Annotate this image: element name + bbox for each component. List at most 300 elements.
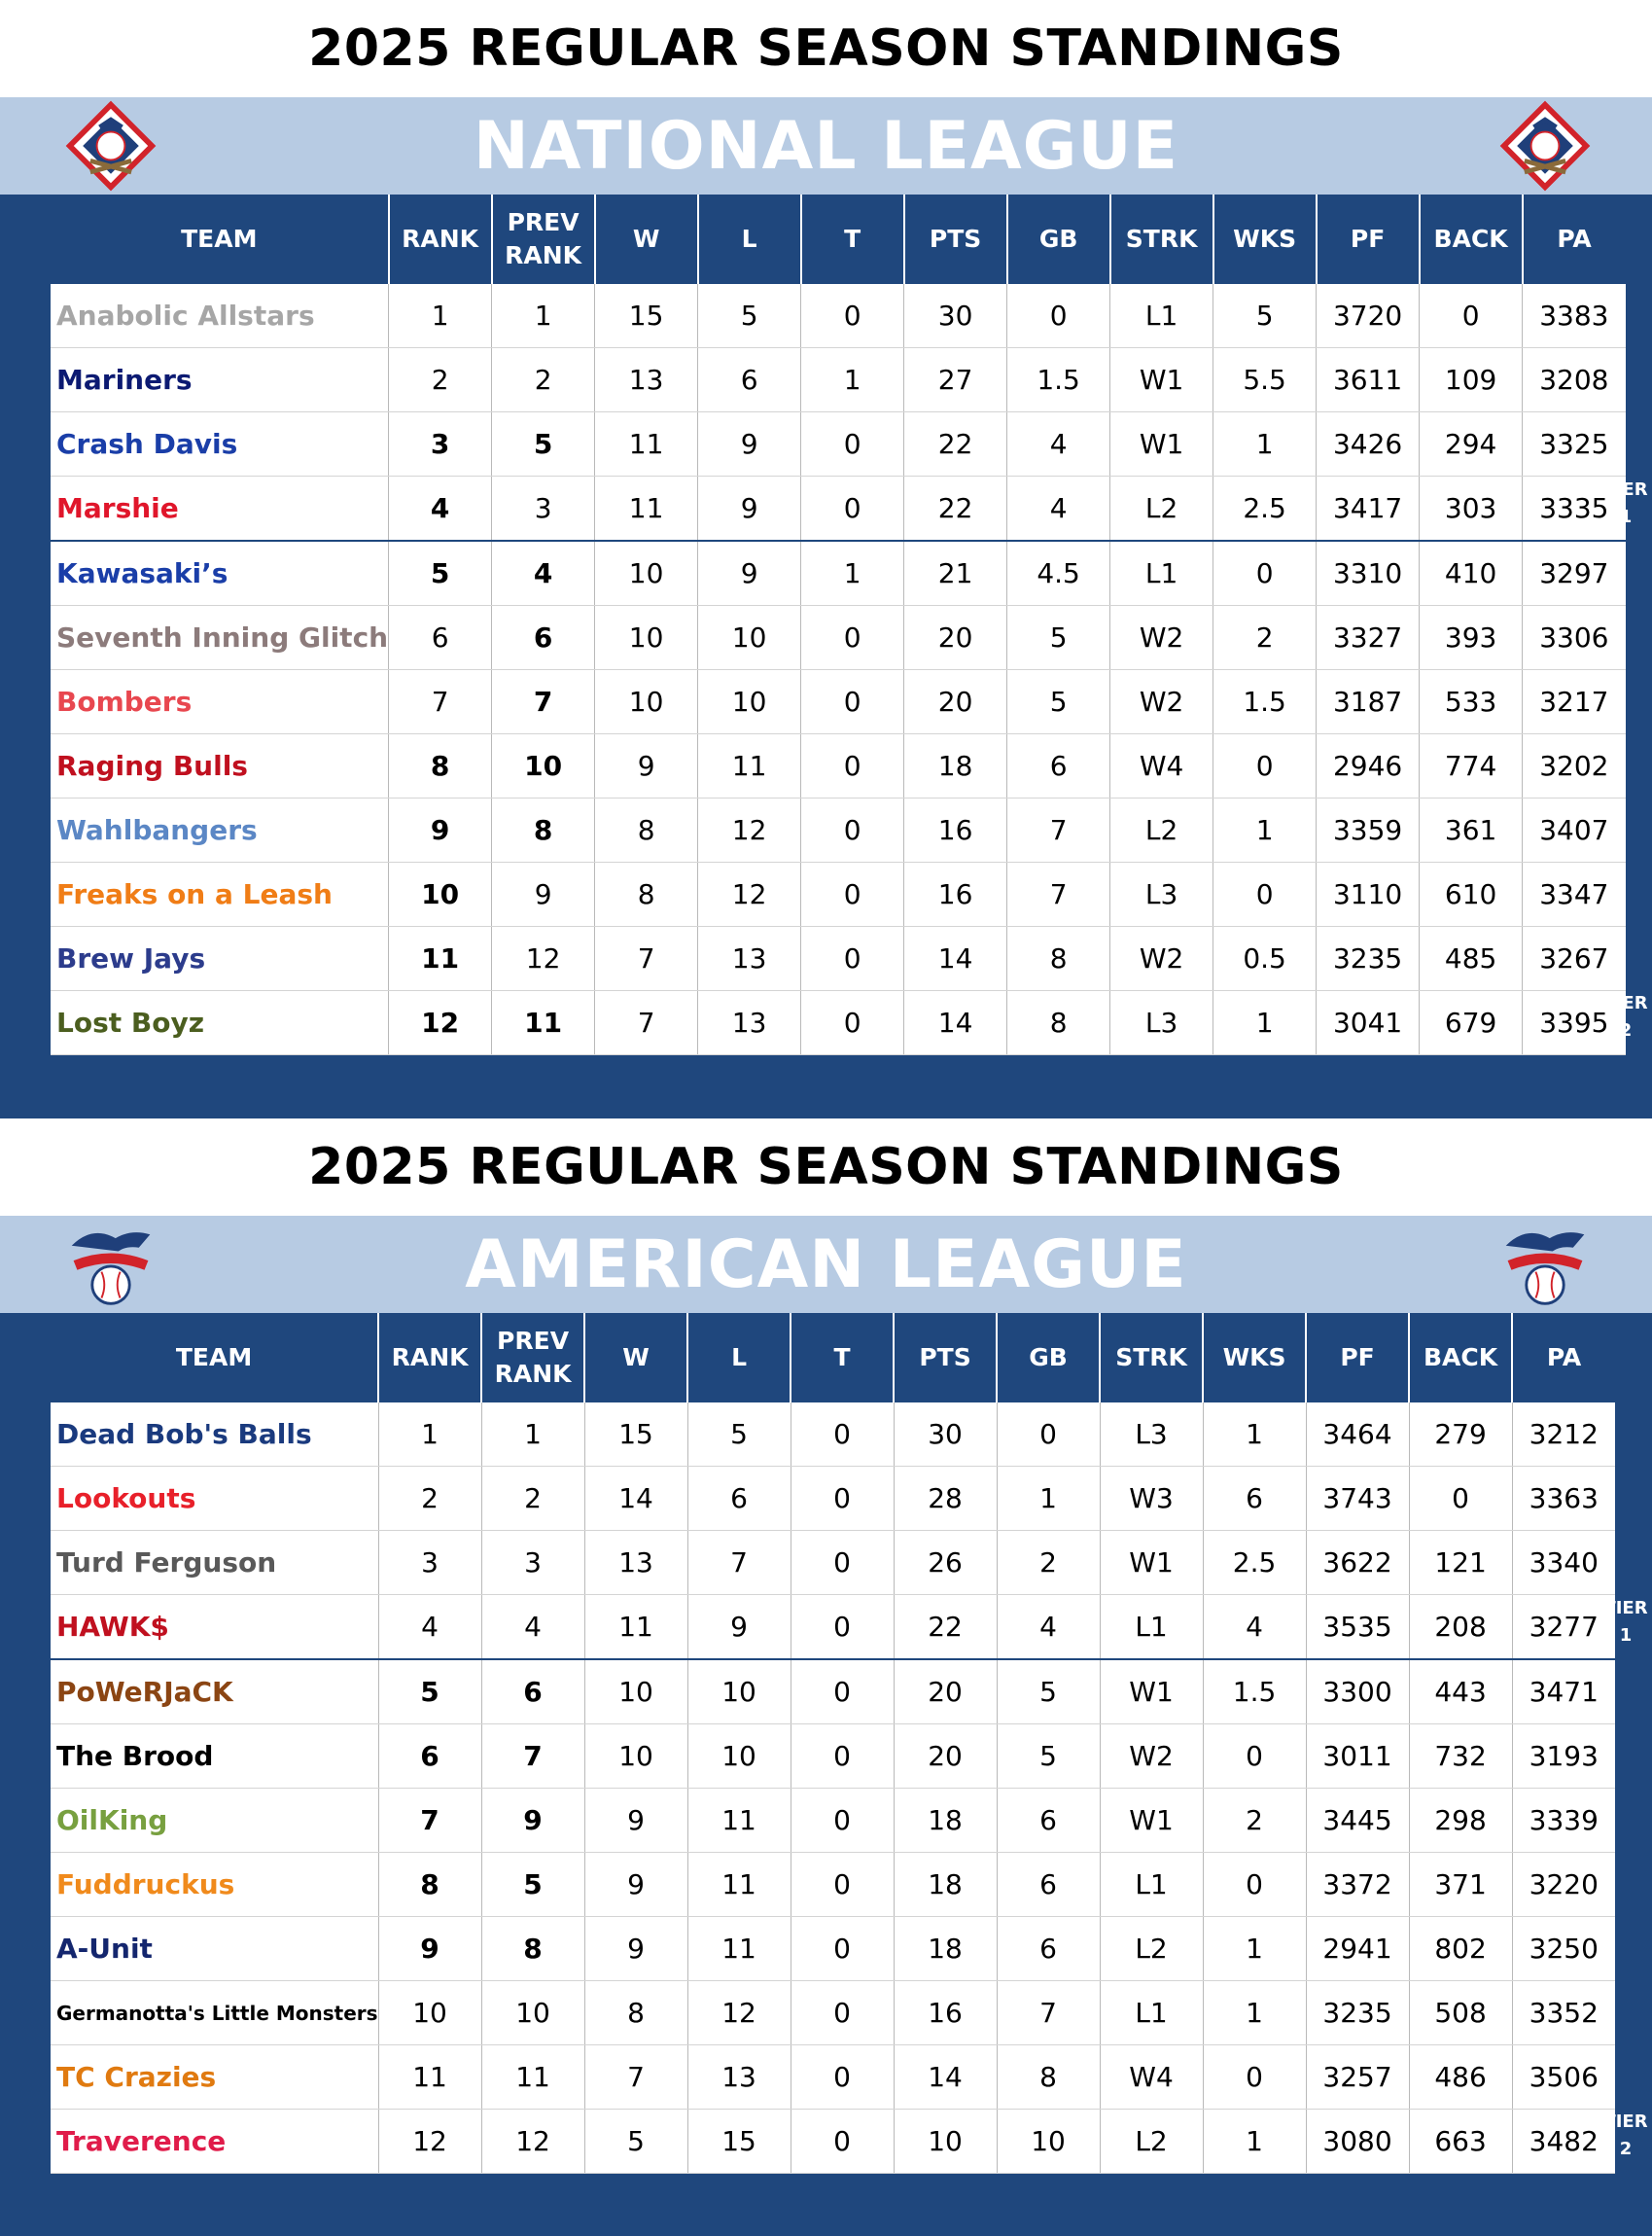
points-cell: 26 [894,1531,997,1595]
rank-cell: 1 [389,284,492,348]
games-back-cell: 0 [997,1402,1100,1467]
points-cell: 22 [904,412,1007,477]
prev-rank-cell: 7 [492,670,595,734]
weeks-cell: 6 [1203,1467,1306,1531]
games-back-cell: 7 [1007,863,1110,927]
points-cell: 28 [894,1467,997,1531]
column-header[interactable]: WKS [1213,195,1317,284]
rank-cell: 6 [378,1724,481,1789]
wins-cell: 10 [584,1724,687,1789]
games-back-cell: 5 [997,1724,1100,1789]
rank-cell: 3 [389,412,492,477]
prev-rank-cell: 12 [481,2110,584,2174]
wins-cell: 15 [584,1402,687,1467]
streak-cell: L1 [1100,1981,1203,2045]
points-for-cell: 3720 [1317,284,1420,348]
points-cell: 27 [904,348,1007,412]
ties-cell: 0 [801,927,904,991]
losses-cell: 7 [687,1531,791,1595]
points-against-cell: 3347 [1523,863,1626,927]
points-for-cell: 3611 [1317,348,1420,412]
prev-rank-cell: 9 [481,1789,584,1853]
table-row [51,2110,1615,2174]
prev-rank-cell: 11 [481,2045,584,2110]
points-cell: 30 [904,284,1007,348]
table-row [51,1531,1615,1595]
games-back-cell: 5 [1007,606,1110,670]
section-title: 2025 REGULAR SEASON STANDINGS [308,1138,1344,1196]
streak-cell: L1 [1110,284,1213,348]
losses-cell: 11 [687,1917,791,1981]
league-banner [0,1216,1652,1313]
points-for-cell: 3535 [1306,1595,1409,1660]
ties-cell: 0 [791,1467,894,1531]
column-header[interactable]: L [698,195,801,284]
team-name: Brew Jays [51,927,389,991]
weeks-cell: 1 [1203,1402,1306,1467]
table-row [51,1659,1615,1724]
ties-cell: 0 [791,1917,894,1981]
wins-cell: 11 [584,1595,687,1660]
points-cell: 16 [894,1981,997,2045]
games-back-cell: 6 [997,1917,1100,1981]
weeks-cell: 1.5 [1203,1659,1306,1724]
points-for-cell: 3110 [1317,863,1420,927]
back-cell: 679 [1420,991,1523,1055]
column-header[interactable]: STRK [1100,1313,1203,1402]
weeks-cell: 1 [1203,1917,1306,1981]
rank-cell: 8 [378,1853,481,1917]
back-cell: 410 [1420,541,1523,606]
points-against-cell: 3407 [1523,799,1626,863]
back-cell: 0 [1409,1467,1512,1531]
table-row [51,1724,1615,1789]
back-cell: 121 [1409,1531,1512,1595]
column-header[interactable]: PF [1317,195,1420,284]
column-header[interactable]: L [687,1313,791,1402]
weeks-cell: 5 [1213,284,1317,348]
wins-cell: 11 [595,477,698,542]
rank-cell: 5 [378,1659,481,1724]
losses-cell: 9 [687,1595,791,1660]
column-header[interactable]: STRK [1110,195,1213,284]
losses-cell: 11 [687,1853,791,1917]
games-back-cell: 5 [997,1659,1100,1724]
table-row [51,1402,1615,1467]
weeks-cell: 0 [1203,1724,1306,1789]
back-cell: 294 [1420,412,1523,477]
losses-cell: 13 [698,991,801,1055]
column-header[interactable]: WKS [1203,1313,1306,1402]
team-name: PoWeRJaCK [51,1659,378,1724]
points-against-cell: 3267 [1523,927,1626,991]
ties-cell: 0 [791,1402,894,1467]
points-for-cell: 3464 [1306,1402,1409,1467]
losses-cell: 11 [698,734,801,799]
rank-cell: 11 [389,927,492,991]
ties-cell: 0 [801,734,904,799]
points-for-cell: 3041 [1317,991,1420,1055]
points-cell: 14 [904,991,1007,1055]
points-for-cell: 3622 [1306,1531,1409,1595]
points-cell: 14 [904,927,1007,991]
points-cell: 16 [904,799,1007,863]
points-cell: 18 [894,1853,997,1917]
column-header[interactable]: PA [1512,1313,1615,1402]
losses-cell: 10 [687,1659,791,1724]
team-name: The Brood [51,1724,378,1789]
points-cell: 16 [904,863,1007,927]
wins-cell: 10 [595,541,698,606]
team-name: Seventh Inning Glitch [51,606,389,670]
points-against-cell: 3335 [1523,477,1626,542]
table-row [51,670,1626,734]
prev-rank-cell: 1 [492,284,595,348]
points-cell: 18 [904,734,1007,799]
games-back-cell: 4 [1007,477,1110,542]
team-name: Lookouts [51,1467,378,1531]
rank-cell: 10 [378,1981,481,2045]
games-back-cell: 1 [997,1467,1100,1531]
points-against-cell: 3217 [1523,670,1626,734]
column-header[interactable]: GB [1007,195,1110,284]
points-against-cell: 3212 [1512,1402,1615,1467]
weeks-cell: 1 [1203,2110,1306,2174]
points-for-cell: 3743 [1306,1467,1409,1531]
back-cell: 109 [1420,348,1523,412]
team-name: Mariners [51,348,389,412]
points-against-cell: 3306 [1523,606,1626,670]
prev-rank-cell: 12 [492,927,595,991]
streak-cell: W1 [1100,1789,1203,1853]
team-name: Wahlbangers [51,799,389,863]
back-cell: 485 [1420,927,1523,991]
team-name: Marshie [51,477,389,542]
weeks-cell: 5.5 [1213,348,1317,412]
points-cell: 18 [894,1789,997,1853]
team-name: Lost Boyz [51,991,389,1055]
streak-cell: L1 [1100,1853,1203,1917]
back-cell: 393 [1420,606,1523,670]
weeks-cell: 1 [1213,412,1317,477]
points-for-cell: 3372 [1306,1853,1409,1917]
wins-cell: 8 [595,799,698,863]
rank-cell: 8 [389,734,492,799]
team-name: Kawasaki’s [51,541,389,606]
points-cell: 14 [894,2045,997,2110]
back-cell: 486 [1409,2045,1512,2110]
games-back-cell: 8 [1007,991,1110,1055]
games-back-cell: 0 [1007,284,1110,348]
table-row [51,606,1626,670]
table-row [51,799,1626,863]
prev-rank-cell: 11 [492,991,595,1055]
ties-cell: 0 [791,1853,894,1917]
table-row [51,1467,1615,1531]
prev-rank-cell: 7 [481,1724,584,1789]
points-cell: 20 [904,606,1007,670]
losses-cell: 6 [687,1467,791,1531]
weeks-cell: 0 [1213,541,1317,606]
column-header[interactable]: TEAM [181,225,258,253]
losses-cell: 9 [698,541,801,606]
ties-cell: 1 [801,541,904,606]
prev-rank-cell: 6 [492,606,595,670]
games-back-cell: 4 [1007,412,1110,477]
losses-cell: 12 [698,799,801,863]
wins-cell: 7 [595,927,698,991]
team-name: Raging Bulls [51,734,389,799]
games-back-cell: 7 [1007,799,1110,863]
team-name: A-Unit [51,1917,378,1981]
weeks-cell: 0 [1203,2045,1306,2110]
points-against-cell: 3395 [1523,991,1626,1055]
league-name: AMERICAN LEAGUE [465,1225,1187,1303]
wins-cell: 9 [595,734,698,799]
losses-cell: 12 [687,1981,791,2045]
ties-cell: 0 [791,1724,894,1789]
wins-cell: 10 [595,670,698,734]
ties-cell: 0 [801,670,904,734]
team-name: Traverence [51,2110,378,2174]
team-name: Crash Davis [51,412,389,477]
points-against-cell: 3193 [1512,1724,1615,1789]
column-header[interactable]: RANK [378,1313,481,1402]
games-back-cell: 8 [997,2045,1100,2110]
table-row [51,734,1626,799]
losses-cell: 12 [698,863,801,927]
column-header[interactable]: PTS [894,1313,997,1402]
rank-cell: 2 [389,348,492,412]
column-header[interactable]: GB [997,1313,1100,1402]
prev-rank-cell: 9 [492,863,595,927]
table-row [51,1853,1615,1917]
wins-cell: 9 [584,1917,687,1981]
prev-rank-cell: 10 [481,1981,584,2045]
rank-cell: 4 [378,1595,481,1660]
tier-1-label: TIER 1 [1603,1598,1648,1646]
points-for-cell: 3426 [1317,412,1420,477]
losses-cell: 9 [698,477,801,542]
column-header[interactable]: PREV RANK [481,1313,584,1402]
streak-cell: W2 [1110,927,1213,991]
weeks-cell: 1 [1213,799,1317,863]
column-header[interactable]: BACK [1409,1313,1512,1402]
games-back-cell: 6 [997,1853,1100,1917]
column-header[interactable]: PTS [904,195,1007,284]
prev-rank-cell: 6 [481,1659,584,1724]
prev-rank-cell: 3 [481,1531,584,1595]
points-for-cell: 3235 [1317,927,1420,991]
points-for-cell: 2946 [1317,734,1420,799]
back-cell: 371 [1409,1853,1512,1917]
losses-cell: 10 [687,1724,791,1789]
losses-cell: 10 [698,670,801,734]
points-against-cell: 3471 [1512,1659,1615,1724]
table-row [51,284,1626,348]
column-header[interactable]: T [791,1313,894,1402]
streak-cell: L2 [1110,799,1213,863]
points-against-cell: 3202 [1523,734,1626,799]
column-header[interactable]: T [801,195,904,284]
tier-2-label: TIER 2 [1603,2112,1648,2159]
points-for-cell: 3011 [1306,1724,1409,1789]
points-for-cell: 3080 [1306,2110,1409,2174]
streak-cell: L3 [1110,991,1213,1055]
losses-cell: 6 [698,348,801,412]
standings-table [51,1313,1615,2174]
table-row [51,477,1626,542]
table-row [51,927,1626,991]
team-name: Anabolic Allstars [51,284,389,348]
column-header[interactable]: W [584,1313,687,1402]
points-for-cell: 3327 [1317,606,1420,670]
games-back-cell: 7 [997,1981,1100,2045]
prev-rank-cell: 2 [481,1467,584,1531]
points-cell: 20 [894,1659,997,1724]
points-for-cell: 3300 [1306,1659,1409,1724]
column-header[interactable]: W [595,195,698,284]
games-back-cell: 4.5 [1007,541,1110,606]
losses-cell: 13 [687,2045,791,2110]
losses-cell: 15 [687,2110,791,2174]
points-cell: 21 [904,541,1007,606]
ties-cell: 0 [791,2045,894,2110]
prev-rank-cell: 2 [492,348,595,412]
national-league-logo-icon [1498,99,1592,193]
back-cell: 610 [1420,863,1523,927]
games-back-cell: 2 [997,1531,1100,1595]
back-cell: 298 [1409,1789,1512,1853]
ties-cell: 0 [801,477,904,542]
ties-cell: 0 [801,991,904,1055]
column-header[interactable]: TEAM [175,1343,253,1371]
table-row [51,1789,1615,1853]
ties-cell: 0 [791,1659,894,1724]
wins-cell: 8 [595,863,698,927]
streak-cell: W3 [1100,1467,1203,1531]
wins-cell: 15 [595,284,698,348]
ties-cell: 0 [791,1595,894,1660]
ties-cell: 0 [801,863,904,927]
prev-rank-cell: 1 [481,1402,584,1467]
table-row [51,412,1626,477]
points-cell: 10 [894,2110,997,2174]
streak-cell: W1 [1110,348,1213,412]
team-name: Fuddruckus [51,1853,378,1917]
streak-cell: L2 [1110,477,1213,542]
points-against-cell: 3277 [1512,1595,1615,1660]
points-for-cell: 3235 [1306,1981,1409,2045]
prev-rank-cell: 8 [481,1917,584,1981]
weeks-cell: 1 [1203,1981,1306,2045]
wins-cell: 13 [595,348,698,412]
points-for-cell: 3310 [1317,541,1420,606]
weeks-cell: 4 [1203,1595,1306,1660]
american-league-logo-icon [64,1218,158,1311]
ties-cell: 0 [791,1531,894,1595]
weeks-cell: 1 [1213,991,1317,1055]
weeks-cell: 2.5 [1203,1531,1306,1595]
rank-cell: 7 [389,670,492,734]
points-against-cell: 3506 [1512,2045,1615,2110]
ties-cell: 0 [801,606,904,670]
points-against-cell: 3482 [1512,2110,1615,2174]
team-name: OilKing [51,1789,378,1853]
column-header[interactable]: PA [1523,195,1626,284]
streak-cell: W2 [1110,606,1213,670]
header-row [51,1313,1615,1402]
wins-cell: 7 [584,2045,687,2110]
wins-cell: 13 [584,1531,687,1595]
team-name: Turd Ferguson [51,1531,378,1595]
games-back-cell: 4 [997,1595,1100,1660]
games-back-cell: 6 [997,1789,1100,1853]
ties-cell: 0 [801,284,904,348]
column-header[interactable]: PREV RANK [492,195,595,284]
points-cell: 20 [904,670,1007,734]
wins-cell: 10 [595,606,698,670]
points-cell: 22 [904,477,1007,542]
streak-cell: W1 [1100,1531,1203,1595]
points-against-cell: 3208 [1523,348,1626,412]
points-for-cell: 3257 [1306,2045,1409,2110]
prev-rank-cell: 10 [492,734,595,799]
rank-cell: 12 [389,991,492,1055]
prev-rank-cell: 4 [492,541,595,606]
losses-cell: 13 [698,927,801,991]
table-row [51,2045,1615,2110]
points-against-cell: 3363 [1512,1467,1615,1531]
streak-cell: W4 [1100,2045,1203,2110]
section-title: 2025 REGULAR SEASON STANDINGS [308,19,1344,78]
wins-cell: 9 [584,1789,687,1853]
points-against-cell: 3340 [1512,1531,1615,1595]
wins-cell: 14 [584,1467,687,1531]
column-header[interactable]: BACK [1420,195,1523,284]
wins-cell: 11 [595,412,698,477]
back-cell: 802 [1409,1917,1512,1981]
back-cell: 443 [1409,1659,1512,1724]
points-cell: 30 [894,1402,997,1467]
points-against-cell: 3250 [1512,1917,1615,1981]
wins-cell: 7 [595,991,698,1055]
column-header[interactable]: PF [1306,1313,1409,1402]
points-against-cell: 3352 [1512,1981,1615,2045]
tier-2-label: TIER 2 [1603,993,1648,1041]
games-back-cell: 10 [997,2110,1100,2174]
points-cell: 20 [894,1724,997,1789]
ties-cell: 0 [791,1789,894,1853]
rank-cell: 12 [378,2110,481,2174]
games-back-cell: 8 [1007,927,1110,991]
streak-cell: W2 [1110,670,1213,734]
wins-cell: 10 [584,1659,687,1724]
standings-table [51,195,1626,1055]
back-cell: 774 [1420,734,1523,799]
back-cell: 508 [1409,1981,1512,2045]
league-banner [0,97,1652,195]
points-for-cell: 3445 [1306,1789,1409,1853]
weeks-cell: 2 [1203,1789,1306,1853]
back-cell: 303 [1420,477,1523,542]
prev-rank-cell: 8 [492,799,595,863]
streak-cell: L2 [1100,1917,1203,1981]
column-header[interactable]: RANK [389,195,492,284]
back-cell: 533 [1420,670,1523,734]
rank-cell: 1 [378,1402,481,1467]
rank-cell: 5 [389,541,492,606]
